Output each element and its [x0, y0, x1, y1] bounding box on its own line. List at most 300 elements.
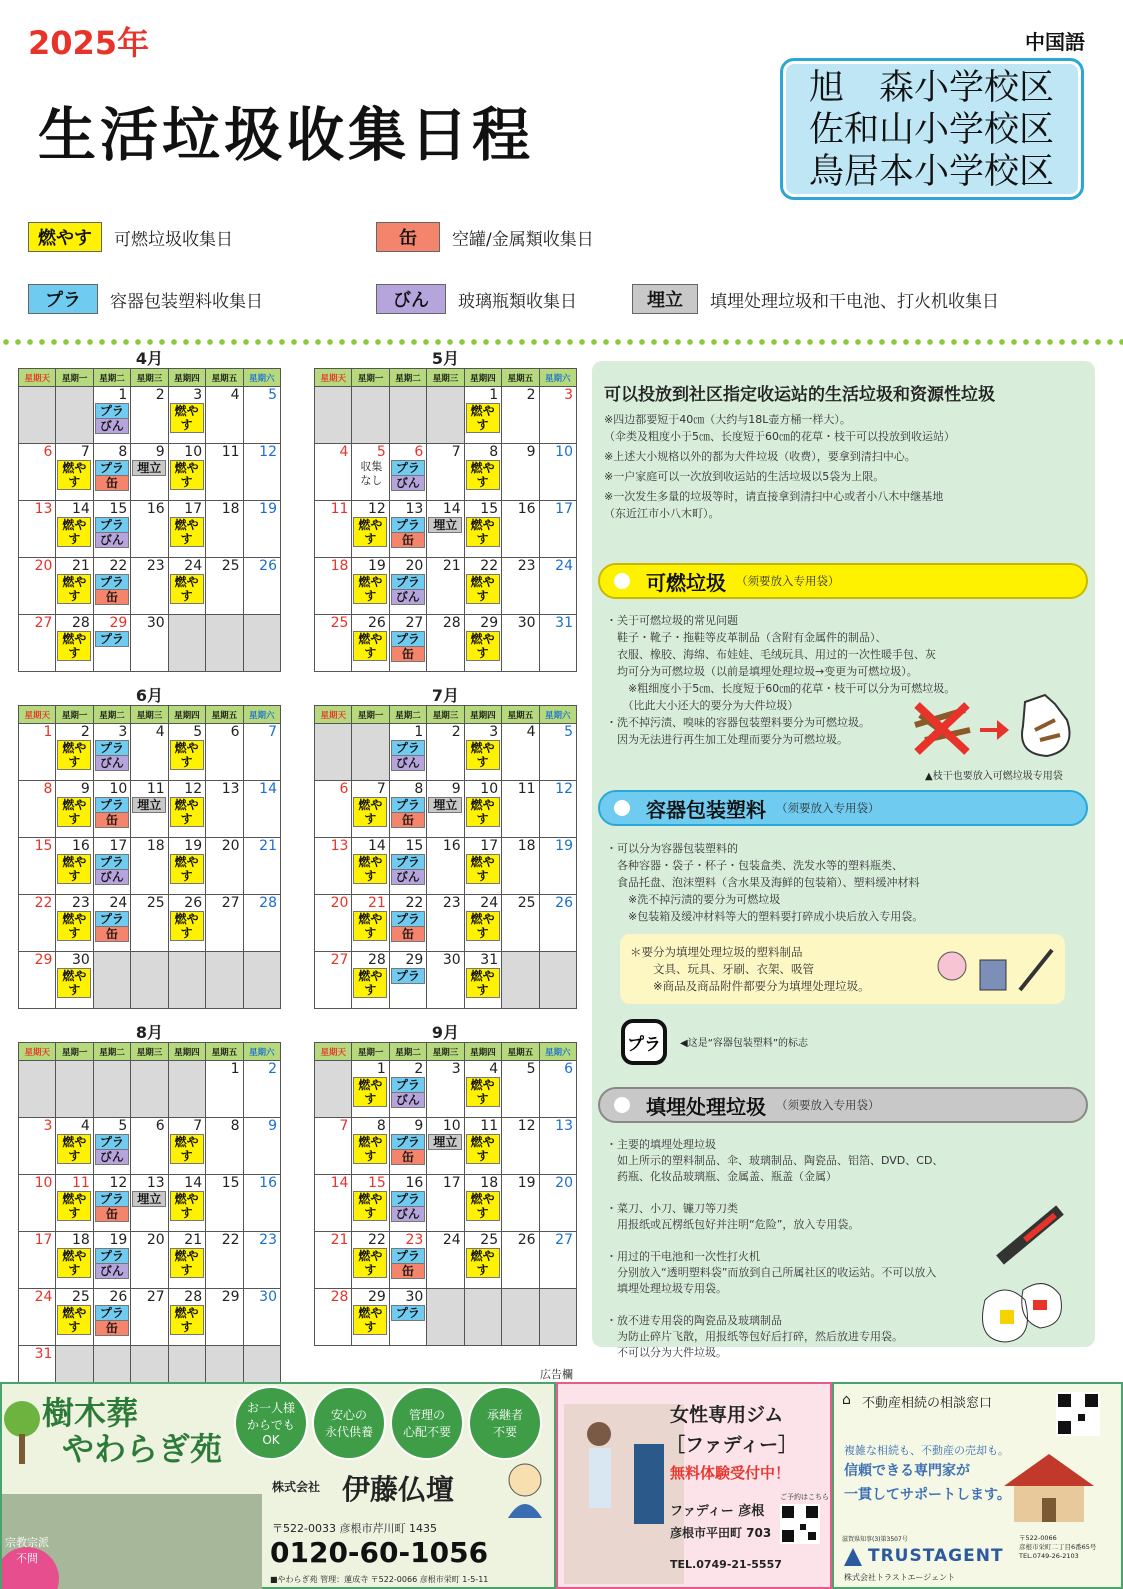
weekday-header: 星期三	[427, 706, 464, 724]
day-cell	[206, 1118, 243, 1175]
weekday-header: 星期天	[315, 1043, 352, 1061]
tag-kan: 缶	[95, 476, 129, 491]
day-cell	[464, 387, 501, 444]
day-cell	[427, 895, 464, 952]
day-cell	[502, 558, 539, 615]
day-number: 27	[405, 615, 424, 631]
plastic-sub: （须要放入专用袋）	[776, 801, 880, 815]
month-name: 6月	[135, 686, 164, 705]
day-number: 31	[34, 1346, 53, 1362]
tag-umetate: 埋立	[132, 1191, 166, 1207]
day-cell	[427, 838, 464, 895]
day-cell	[502, 781, 539, 838]
language-label: 中国語	[1025, 30, 1085, 54]
day-cell	[315, 1175, 352, 1232]
page-title: 生活垃圾收集日程	[38, 101, 535, 169]
year-label: 2025年	[28, 24, 150, 62]
day-number: 27	[221, 895, 240, 911]
day-cell	[19, 615, 56, 672]
tag-bin: びん	[95, 870, 129, 885]
tag-pura: プラ	[391, 1248, 425, 1264]
day-number: 10	[34, 1175, 53, 1191]
glass-bag-icon	[975, 1270, 1070, 1345]
day-cell	[539, 1232, 576, 1289]
day-number: 2	[80, 724, 90, 740]
day-number: 2	[414, 1061, 424, 1077]
tag-bin: びん	[95, 419, 129, 434]
day-number: 19	[184, 838, 203, 854]
day-number: 10	[109, 781, 128, 797]
ad3-brand-sub: 株式会社トラストエージェント	[844, 1573, 956, 1582]
day-cell	[131, 444, 168, 501]
day-number: 29	[405, 952, 424, 968]
weekday-header: 星期一	[352, 706, 389, 724]
legend-kan	[376, 222, 594, 252]
day-number: 21	[368, 895, 386, 911]
weekday-header: 星期二	[389, 369, 426, 387]
day-cell	[464, 1232, 501, 1289]
day-number: 20	[405, 558, 424, 574]
tag-kan: 缶	[391, 1150, 425, 1165]
weekday-header: 星期四	[168, 369, 205, 387]
day-cell	[464, 501, 501, 558]
month-calendar	[314, 683, 577, 1009]
day-cell	[502, 1118, 539, 1175]
tag-moyasu: 燃やす	[353, 631, 387, 661]
ad1-address: 〒522-0033 彦根市芹川町 1435	[272, 1522, 437, 1535]
tag-moyasu: 燃やす	[57, 574, 91, 604]
day-number: 3	[118, 724, 128, 740]
day-number: 27	[146, 1289, 165, 1305]
day-number: 24	[34, 1289, 53, 1305]
day-cell	[539, 1175, 576, 1232]
day-cell	[131, 615, 168, 672]
day-number: 30	[517, 615, 536, 631]
day-number: 30	[405, 1289, 424, 1305]
tag-moyasu: 燃やす	[57, 968, 91, 998]
landfill-header	[598, 1087, 1088, 1123]
empty-cell	[502, 952, 539, 1009]
day-cell	[131, 781, 168, 838]
day-cell	[539, 724, 576, 781]
empty-cell	[427, 1289, 464, 1346]
day-cell	[19, 1289, 56, 1346]
day-cell	[19, 895, 56, 952]
day-number: 3	[193, 387, 203, 403]
ad-trustagent	[832, 1382, 1123, 1589]
day-cell	[464, 1175, 501, 1232]
pen-icon	[1020, 950, 1052, 990]
legend-badge: 缶	[376, 222, 440, 252]
day-cell	[315, 952, 352, 1009]
day-number: 25	[146, 895, 165, 911]
day-cell	[131, 895, 168, 952]
tag-moyasu: 燃やす	[170, 797, 204, 827]
day-cell	[93, 1118, 130, 1175]
day-number: 17	[442, 1175, 461, 1191]
burnable-body: ・关于可燃垃圾的常见问题 鞋子・靴子・拖鞋等皮革制品（含附有金属件的制品）、 衣服、橡胶、海绵、布娃娃、毛绒玩具、用过的一次性暖手包、灰 均可分为可燃垃圾（以前是填埋处理垃圾→变更为可燃垃圾）。 ※粗细度小于5㎝、长度短于60㎝的花草・枝干可以分为可燃垃圾。 （比此大小还大的要分为大件垃圾） ・洗不掉污渍、嗅味的容器包装塑料要分为可燃垃圾。 因为无法进行再生加工处理而要分为可燃垃圾。	[606, 614, 956, 746]
tag-pura: プラ	[95, 1305, 129, 1321]
day-cell	[315, 1232, 352, 1289]
day-cell	[539, 781, 576, 838]
day-number: 22	[480, 558, 499, 574]
day-number: 5	[564, 724, 573, 740]
tag-umetate: 埋立	[132, 460, 166, 476]
ad2-address: 彦根市平田町 703	[670, 1526, 772, 1540]
day-cell	[206, 1061, 243, 1118]
landfill-title: 填埋处理垃圾	[646, 1094, 766, 1119]
burnable-title: 可燃垃圾	[646, 570, 726, 595]
day-number: 30	[442, 952, 461, 968]
ad1-badge: 宗教宗派 不問	[5, 1536, 49, 1565]
day-number: 21	[184, 1232, 203, 1248]
tag-moyasu: 燃やす	[57, 740, 91, 770]
day-number: 30	[72, 952, 90, 968]
weekday-header: 星期六	[243, 1043, 280, 1061]
burnable-sub: （须要放入专用袋）	[736, 574, 840, 588]
tag-pura: プラ	[95, 403, 129, 419]
ad3-address: 〒522-0066 彦根市栄町二丁目6番65号 TEL.0749-26-2103	[1019, 1534, 1097, 1560]
day-cell	[19, 1232, 56, 1289]
day-number: 20	[34, 558, 53, 574]
tag-moyasu: 燃やす	[170, 574, 204, 604]
trustagent-logo-icon	[842, 1546, 864, 1568]
day-number: 2	[526, 387, 536, 403]
day-number: 8	[489, 444, 499, 460]
dotted-divider	[0, 338, 1123, 346]
day-cell	[243, 444, 280, 501]
day-cell	[502, 615, 539, 672]
day-number: 4	[230, 387, 240, 403]
monk-mascot-icon	[500, 1460, 550, 1520]
tag-kan: 缶	[391, 647, 425, 662]
tag-pura: プラ	[95, 517, 129, 533]
tag-moyasu: 燃やす	[353, 1248, 387, 1278]
tag-moyasu: 燃やす	[170, 403, 204, 433]
tag-pura: プラ	[391, 517, 425, 533]
day-cell	[539, 615, 576, 672]
day-cell	[56, 1232, 93, 1289]
tag-bin: びん	[95, 1264, 129, 1279]
landfill-plastic-text: ＊要分为填埋处理垃圾的塑料制品 文具、玩具、牙刷、衣架、吸管 ※商品及商品附件都要分为填埋处理垃圾。	[630, 945, 870, 993]
day-number: 12	[555, 781, 573, 797]
ad3-head: 不動産相続の相談窓口	[862, 1396, 993, 1411]
day-cell	[243, 1175, 280, 1232]
ad2-qr-label: ご予約はこちら	[780, 1493, 829, 1501]
landfill-plastic-box	[620, 934, 1065, 1004]
qr-code-icon	[1056, 1392, 1100, 1436]
ad3-line3: 一貫してサポートします。	[844, 1487, 1011, 1503]
ads-area	[0, 1382, 1123, 1589]
month-name: 5月	[431, 349, 460, 368]
month-name: 7月	[431, 686, 460, 705]
day-cell	[427, 781, 464, 838]
tag-moyasu: 燃やす	[353, 968, 387, 998]
day-cell	[168, 781, 205, 838]
day-cell	[427, 1232, 464, 1289]
legend-text: 空罐/金属類收集日	[452, 229, 594, 250]
day-number: 26	[368, 615, 386, 631]
day-cell	[502, 1175, 539, 1232]
tag-moyasu: 燃やす	[170, 1248, 204, 1278]
weekday-header: 星期五	[502, 369, 539, 387]
day-number: 30	[259, 1289, 277, 1305]
empty-cell	[427, 387, 464, 444]
day-number: 6	[155, 1118, 165, 1134]
day-number: 5	[376, 444, 386, 460]
house-illustration	[994, 1446, 1104, 1526]
tag-moyasu: 燃やす	[353, 517, 387, 547]
day-number: 2	[451, 724, 461, 740]
weekday-header: 星期一	[352, 369, 389, 387]
ad2-trial: 無料体験受付中！	[670, 1464, 791, 1482]
tag-moyasu: 燃やす	[466, 968, 500, 998]
tag-moyasu: 燃やす	[57, 1134, 91, 1164]
day-cell	[206, 838, 243, 895]
empty-cell	[243, 615, 280, 672]
day-cell	[56, 724, 93, 781]
legend-text: 玻璃瓶類收集日	[458, 291, 577, 312]
legend-badge: 埋立	[632, 284, 698, 314]
weekday-header: 星期二	[389, 1043, 426, 1061]
day-number: 3	[451, 1061, 461, 1077]
day-cell	[168, 501, 205, 558]
day-cell	[315, 1289, 352, 1346]
day-cell	[427, 1061, 464, 1118]
day-cell	[502, 895, 539, 952]
day-cell	[464, 781, 501, 838]
tree-icon	[4, 1401, 40, 1464]
tag-moyasu: 燃やす	[170, 854, 204, 884]
day-cell	[464, 838, 501, 895]
weekday-header: 星期六	[539, 1043, 576, 1061]
day-cell	[206, 501, 243, 558]
day-number: 22	[109, 558, 128, 574]
tag-bin: びん	[95, 533, 129, 548]
day-number: 18	[221, 501, 240, 517]
tag-pura: プラ	[391, 1305, 425, 1321]
day-number: 20	[146, 1232, 165, 1248]
day-number: 6	[339, 781, 349, 797]
empty-cell	[19, 1061, 56, 1118]
day-number: 23	[405, 1232, 424, 1248]
svg-text:プラ: プラ	[627, 1035, 661, 1055]
day-cell	[206, 1232, 243, 1289]
day-number: 11	[480, 1118, 499, 1134]
day-number: 30	[146, 615, 165, 631]
day-cell	[243, 1061, 280, 1118]
tag-moyasu: 燃やす	[57, 797, 91, 827]
day-number: 13	[330, 838, 349, 854]
day-number: 15	[34, 838, 53, 854]
day-number: 24	[109, 895, 128, 911]
branch-caption: ▲枝干也要放入可燃垃圾专用袋	[925, 771, 1063, 782]
day-cell	[19, 444, 56, 501]
empty-cell	[131, 952, 168, 1009]
tag-kan: 缶	[391, 927, 425, 942]
day-cell	[539, 387, 576, 444]
day-cell	[243, 1118, 280, 1175]
day-cell	[389, 615, 426, 672]
day-cell	[427, 615, 464, 672]
day-number: 9	[155, 444, 165, 460]
day-number: 31	[480, 952, 499, 968]
day-number: 4	[489, 1061, 499, 1077]
weekday-header: 星期二	[93, 706, 130, 724]
tag-pura: プラ	[391, 740, 425, 756]
recycle-plastic-mark-icon	[620, 1018, 668, 1066]
day-cell	[206, 724, 243, 781]
day-number: 20	[555, 1175, 573, 1191]
day-cell	[352, 444, 389, 501]
month-name: 4月	[135, 349, 164, 368]
landfill-body: ・主要的填埋处理垃圾 如上所示的塑料制品、伞、玻璃制品、陶瓷品、铝箔、DVD、CD、 药瓶、化妆品玻璃瓶、金属盖、瓶盖（金属） ・菜刀、小刀、镰刀等刀类 用报纸或瓦楞纸包好并注明“危险”，放入专用袋。 ・用过的干电池和一次性打火机 分别放入“透明塑料袋”而放到自己所属社区的收运站。不可以放入 填埋处理垃圾专用袋。 ・放不进专用袋的陶瓷品及玻璃制品 为防止碎片飞散，用报纸等包好后打碎，然后放进专用袋。 不可以分为大件垃圾。	[606, 1138, 944, 1359]
empty-cell	[315, 724, 352, 781]
day-number: 2	[155, 387, 165, 403]
day-cell	[93, 895, 130, 952]
day-cell	[464, 615, 501, 672]
day-cell	[19, 558, 56, 615]
legend-badge: 燃やす	[28, 222, 102, 252]
day-number: 27	[330, 952, 349, 968]
day-number: 8	[43, 781, 53, 797]
circle-icon	[614, 573, 630, 589]
month-name: 9月	[431, 1023, 460, 1042]
day-cell	[464, 444, 501, 501]
weekday-header: 星期六	[243, 706, 280, 724]
day-number: 11	[221, 444, 240, 460]
tag-pura: プラ	[391, 631, 425, 647]
weekday-header: 星期天	[19, 1043, 56, 1061]
day-number: 9	[414, 1118, 424, 1134]
tag-pura: プラ	[391, 1134, 425, 1150]
day-number: 29	[480, 615, 499, 631]
ad2-tel: TEL.0749-21-5557	[670, 1558, 782, 1571]
day-number: 26	[555, 895, 573, 911]
weekday-header: 星期五	[502, 706, 539, 724]
day-number: 1	[376, 1061, 386, 1077]
day-cell	[168, 895, 205, 952]
cross-icon	[917, 705, 967, 752]
day-cell	[93, 1232, 130, 1289]
day-number: 8	[118, 444, 128, 460]
tag-bin: びん	[391, 1207, 425, 1222]
day-cell	[502, 387, 539, 444]
day-number: 21	[442, 558, 461, 574]
circle-icon	[614, 1097, 630, 1113]
month-calendar	[18, 1020, 281, 1403]
plastic-title: 容器包装塑料	[646, 797, 766, 822]
day-cell	[56, 1118, 93, 1175]
weekday-header: 星期三	[427, 1043, 464, 1061]
day-cell	[93, 1175, 130, 1232]
day-number: 18	[146, 838, 165, 854]
day-number: 10	[184, 444, 203, 460]
empty-cell	[243, 952, 280, 1009]
day-number: 18	[330, 558, 349, 574]
weekday-header: 星期一	[56, 706, 93, 724]
tag-moyasu: 燃やす	[466, 854, 500, 884]
day-cell	[427, 1175, 464, 1232]
day-number: 7	[451, 444, 461, 460]
day-cell	[168, 838, 205, 895]
day-number: 17	[480, 838, 499, 854]
day-number: 29	[368, 1289, 386, 1305]
tag-moyasu: 燃やす	[57, 1191, 91, 1221]
stationery-icons	[930, 938, 1060, 1000]
tag-moyasu: 燃やす	[466, 460, 500, 490]
day-cell	[168, 1118, 205, 1175]
day-number: 14	[330, 1175, 349, 1191]
tag-moyasu: 燃やす	[353, 911, 387, 941]
day-cell	[389, 501, 426, 558]
day-number: 26	[517, 1232, 536, 1248]
tag-pura: プラ	[95, 797, 129, 813]
day-number: 6	[564, 1061, 573, 1077]
empty-cell	[539, 952, 576, 1009]
tag-moyasu: 燃やす	[57, 1248, 91, 1278]
ad1-footer: ■やわらぎ苑 管理：蓮成寺 〒522-0066 彦根市栄町 1-5-11	[270, 1575, 489, 1584]
day-cell	[539, 558, 576, 615]
tag-pura: プラ	[391, 1077, 425, 1093]
day-number: 10	[442, 1118, 461, 1134]
day-cell	[56, 838, 93, 895]
day-number: 12	[368, 501, 386, 517]
day-number: 28	[442, 615, 461, 631]
day-cell	[131, 1118, 168, 1175]
weekday-header: 星期三	[131, 369, 168, 387]
day-number: 22	[34, 895, 53, 911]
day-number: 17	[34, 1232, 53, 1248]
district-2: 佐和山小学校区	[809, 110, 1055, 150]
day-cell	[131, 387, 168, 444]
weekday-header: 星期六	[539, 706, 576, 724]
day-cell	[168, 387, 205, 444]
day-cell	[464, 895, 501, 952]
day-number: 7	[339, 1118, 349, 1134]
day-cell	[56, 895, 93, 952]
tag-pura: プラ	[391, 968, 425, 984]
day-cell	[315, 501, 352, 558]
day-number: 3	[564, 387, 573, 403]
day-number: 11	[72, 1175, 90, 1191]
month-calendar	[18, 346, 281, 672]
day-number: 28	[368, 952, 386, 968]
legend-badge: プラ	[28, 284, 98, 314]
day-number: 12	[259, 444, 277, 460]
day-number: 15	[368, 1175, 386, 1191]
day-number: 6	[414, 444, 424, 460]
ad1-company: 伊藤仏壇	[342, 1473, 455, 1506]
ad2-name-bracket: ［ファディー］	[666, 1434, 798, 1456]
day-number: 26	[109, 1289, 128, 1305]
empty-cell	[502, 1289, 539, 1346]
day-number: 14	[184, 1175, 203, 1191]
day-number: 14	[259, 781, 277, 797]
day-number: 13	[34, 501, 53, 517]
day-cell	[168, 1175, 205, 1232]
tag-moyasu: 燃やす	[170, 740, 204, 770]
day-cell	[352, 895, 389, 952]
day-cell	[168, 558, 205, 615]
day-cell	[19, 952, 56, 1009]
weekday-header: 星期五	[206, 369, 243, 387]
day-number: 16	[259, 1175, 277, 1191]
weekday-header: 星期四	[464, 1043, 501, 1061]
day-cell	[243, 1232, 280, 1289]
day-cell	[502, 1232, 539, 1289]
day-cell	[243, 387, 280, 444]
